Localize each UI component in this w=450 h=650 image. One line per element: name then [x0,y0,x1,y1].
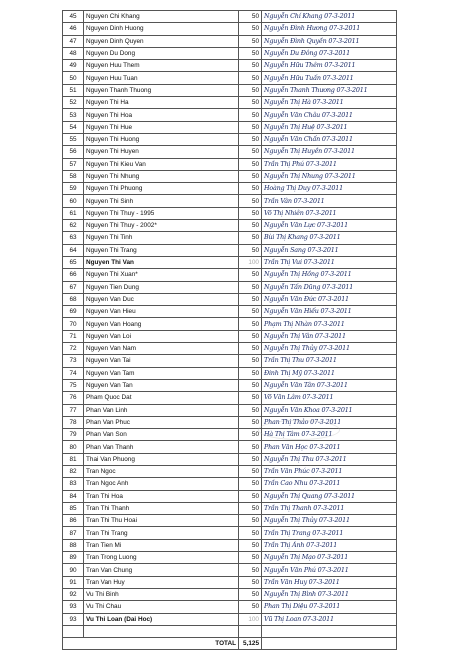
row-number: 53 [63,109,84,121]
amount-cell: 50 [239,47,262,59]
signature-cell: Trần Thị Vui 07-3-2011 [262,256,397,268]
total-value: 5,125 [239,638,262,650]
member-name: Tran Thi Trang [84,527,239,539]
signature-cell: Nguyễn Thị Huyền 07-3-2011 [262,146,397,158]
amount-cell: 50 [239,576,262,588]
member-name: Nguyen Thi Xuan* [84,269,239,281]
total-label: TOTAL [63,638,239,650]
table-row [63,47,397,59]
row-number: 54 [63,121,84,133]
amount-cell: 50 [239,109,262,121]
empty-cell [239,625,262,637]
member-name: Nguyen Thi Hue [84,121,239,133]
amount-cell: 50 [239,207,262,219]
amount-cell: 50 [239,552,262,564]
table-row [63,109,397,121]
amount-cell: 50 [239,72,262,84]
amount-cell: 50 [239,23,262,35]
row-number: 79 [63,429,84,441]
row-number: 86 [63,515,84,527]
table-row [63,355,397,367]
amount-cell: 50 [239,269,262,281]
table-row [63,146,397,158]
signature-cell: Nguyễn Thị Vân 07-3-2011 [262,330,397,342]
member-name: Nguyen Thi Thuy - 2002* [84,220,239,232]
member-name: Nguyen Thi Nhung [84,170,239,182]
amount-cell: 50 [239,244,262,256]
member-name: Nguyen Chi Khang [84,11,239,23]
row-number: 52 [63,97,84,109]
amount-cell: 50 [239,183,262,195]
amount-cell: 100 [239,613,262,625]
row-number: 78 [63,416,84,428]
signature-cell: Trần Vân 07-3-2011 [262,195,397,207]
row-number: 45 [63,11,84,23]
row-number: 87 [63,527,84,539]
row-number: 46 [63,23,84,35]
table-row [63,244,397,256]
row-number: 76 [63,392,84,404]
signature-cell: Nguyễn Văn Khoa 07-3-2011 [262,404,397,416]
signature-cell: Nguyễn Văn Châu 07-3-2011 [262,109,397,121]
table-row [63,207,397,219]
signature-cell: Nguyễn Thị Quang 07-3-2011 [262,490,397,502]
table-row [63,306,397,318]
signature-cell: Võ Thị Nhiên 07-3-2011 [262,207,397,219]
row-number: 81 [63,453,84,465]
table-body [63,11,397,650]
row-number: 68 [63,293,84,305]
table-row [63,293,397,305]
signature-cell: Nguyễn Thị Nhung 07-3-2011 [262,170,397,182]
amount-cell: 50 [239,35,262,47]
amount-cell: 50 [239,330,262,342]
signature-cell: Nguyễn Tấn Dũng 07-3-2011 [262,281,397,293]
table-row [63,515,397,527]
member-name: Tran Ngoc Anh [84,478,239,490]
row-number: 64 [63,244,84,256]
table-row [63,404,397,416]
table-row [63,613,397,625]
member-name: Nguyen Van Nam [84,343,239,355]
signature-cell: Phan Thị Diệu 07-3-2011 [262,601,397,613]
member-name: Nguyen Huu Them [84,60,239,72]
member-name: Nguyen Du Dong [84,47,239,59]
member-name: Vu Thi Binh [84,588,239,600]
signature-cell: Nguyễn Văn Lực 07-3-2011 [262,220,397,232]
signature-cell: Trần Thị Trang 07-3-2011 [262,527,397,539]
table-row [63,379,397,391]
member-name: Nguyen Thi Hoa [84,109,239,121]
donation-table [62,10,397,650]
member-name: Tran Ngoc [84,465,239,477]
table-row [63,84,397,96]
table-row [63,453,397,465]
signature-cell: Trần Thị Thanh 07-3-2011 [262,502,397,514]
signature-cell: Nguyễn Thị Huệ 07-3-2011 [262,121,397,133]
row-number: 67 [63,281,84,293]
member-name: Thai Van Phuong [84,453,239,465]
amount-cell: 50 [239,318,262,330]
amount-cell: 50 [239,84,262,96]
row-number: 71 [63,330,84,342]
member-name: Nguyen Tien Dung [84,281,239,293]
row-number: 92 [63,588,84,600]
amount-cell: 50 [239,195,262,207]
row-number: 69 [63,306,84,318]
row-number: 55 [63,133,84,145]
member-name: Nguyen Thi Sinh [84,195,239,207]
table-row [63,343,397,355]
row-number: 47 [63,35,84,47]
row-number: 80 [63,441,84,453]
signature-cell: Nguyễn Chí Khang 07-3-2011 [262,11,397,23]
signature-cell: Nguyễn Thanh Thương 07-3-2011 [262,84,397,96]
member-name: Tran Van Huy [84,576,239,588]
member-name: Tran Thi Thanh [84,502,239,514]
table-row [63,367,397,379]
signature-cell: Nguyễn Văn Phú 07-3-2011 [262,564,397,576]
amount-cell: 50 [239,158,262,170]
table-row [63,552,397,564]
member-name: Nguyen Van Tan [84,379,239,391]
table-row [63,11,397,23]
table-row [63,330,397,342]
signature-cell: Võ Văn Lâm 07-3-2011 [262,392,397,404]
row-number: 91 [63,576,84,588]
table-row [63,539,397,551]
row-number: 85 [63,502,84,514]
table-row [63,588,397,600]
table-row [63,576,397,588]
row-number: 89 [63,552,84,564]
member-name: Nguyen Thi Thuy - 1995 [84,207,239,219]
signature-cell: Nguyễn Thị Thủy 07-3-2011 [262,515,397,527]
member-name: Nguyen Thi Tinh [84,232,239,244]
row-number: 70 [63,318,84,330]
amount-cell: 50 [239,379,262,391]
amount-cell: 50 [239,11,262,23]
amount-cell: 50 [239,343,262,355]
row-number: 60 [63,195,84,207]
row-number: 82 [63,465,84,477]
signature-cell: Trần Thị Phú 07-3-2011 [262,158,397,170]
table-row [63,97,397,109]
table-row [63,601,397,613]
signature-cell: Trần Cao Nhu 07-3-2011 [262,478,397,490]
table-row [63,281,397,293]
row-number: 72 [63,343,84,355]
member-name: Nguyen Dinh Quyen [84,35,239,47]
signature-cell: Hà Thị Tâm 07-3-2011 [262,429,397,441]
amount-cell: 50 [239,416,262,428]
table-row [63,158,397,170]
signature-cell: Nguyễn Đình Quyền 07-3-2011 [262,35,397,47]
empty-cell [63,625,84,637]
amount-cell: 100 [239,256,262,268]
signature-cell: Nguyễn Sang 07-3-2011 [262,244,397,256]
table-row [63,183,397,195]
signature-cell: Trần Văn Phúc 07-3-2011 [262,465,397,477]
amount-cell: 50 [239,146,262,158]
signature-cell: Nguyễn Thị Mạo 07-3-2011 [262,552,397,564]
member-name: Vu Thi Chau [84,601,239,613]
member-name: Nguyen Van Loi [84,330,239,342]
signature-cell: Hoàng Thị Duy 07-3-2011 [262,183,397,195]
signature-cell: Nguyễn Hữu Thêm 07-3-2011 [262,60,397,72]
row-number: 62 [63,220,84,232]
table-row [63,35,397,47]
amount-cell: 50 [239,478,262,490]
amount-cell: 50 [239,355,262,367]
signature-cell: Nguyễn Thị Hà 07-3-2011 [262,97,397,109]
row-number: 59 [63,183,84,195]
row-number: 74 [63,367,84,379]
row-number: 50 [63,72,84,84]
empty-cell [84,625,239,637]
table-row [63,478,397,490]
member-name: Nguyen Thi Van [84,256,239,268]
amount-cell: 50 [239,121,262,133]
member-name: Nguyen Van Duc [84,293,239,305]
row-number: 88 [63,539,84,551]
table-row [63,392,397,404]
table-row [63,121,397,133]
row-number: 77 [63,404,84,416]
member-name: Phan Van Son [84,429,239,441]
signature-cell: Nguyễn Thị Thu 07-3-2011 [262,453,397,465]
row-number: 66 [63,269,84,281]
member-name: Nguyen Thi Huong [84,133,239,145]
row-number: 65 [63,256,84,268]
member-name: Tran Tien Mi [84,539,239,551]
amount-cell: 50 [239,60,262,72]
signature-cell: Phan Văn Học 07-3-2011 [262,441,397,453]
signature-cell: Nguyễn Văn Hiếu 07-3-2011 [262,306,397,318]
row-number: 90 [63,564,84,576]
member-name: Nguyen Thi Ha [84,97,239,109]
amount-cell: 50 [239,588,262,600]
signature-cell: Trần Thị Thu 07-3-2011 [262,355,397,367]
amount-cell: 50 [239,170,262,182]
signature-cell: Nguyễn Văn Tân 07-3-2011 [262,379,397,391]
table-row [63,527,397,539]
signature-cell: Bùi Thị Khang 07-3-2011 [262,232,397,244]
table-row [63,232,397,244]
member-name: Nguyen Van Hoang [84,318,239,330]
amount-cell: 50 [239,601,262,613]
row-number: 58 [63,170,84,182]
signature-cell: Nguyễn Đình Hương 07-3-2011 [262,23,397,35]
spacer-row [63,625,397,637]
row-number: 75 [63,379,84,391]
signature-cell: Phạm Thị Nhàn 07-3-2011 [262,318,397,330]
member-name: Nguyen Huu Tuan [84,72,239,84]
amount-cell: 50 [239,465,262,477]
empty-cell [262,638,397,650]
signature-cell: Trần Thị Ánh 07-3-2011 [262,539,397,551]
table-row [63,502,397,514]
table-row [63,564,397,576]
table-row [63,72,397,84]
table-row [63,220,397,232]
row-number: 49 [63,60,84,72]
amount-cell: 50 [239,392,262,404]
signature-cell: Đinh Thị Mỹ 07-3-2011 [262,367,397,379]
member-name: Pham Quoc Dat [84,392,239,404]
row-number: 93 [63,613,84,625]
total-row [63,638,397,650]
row-number: 93 [63,601,84,613]
amount-cell: 50 [239,281,262,293]
member-name: Nguyen Dinh Huong [84,23,239,35]
member-name: Nguyen Van Tam [84,367,239,379]
signature-cell: Nguyễn Thị Thủy 07-3-2011 [262,343,397,355]
member-name: Tran Trong Luong [84,552,239,564]
row-number: 56 [63,146,84,158]
signature-cell: Phan Thị Thảo 07-3-2011 [262,416,397,428]
row-number: 63 [63,232,84,244]
table-row [63,256,397,268]
row-number: 73 [63,355,84,367]
amount-cell: 50 [239,293,262,305]
member-name: Phan Van Phuc [84,416,239,428]
table-row [63,170,397,182]
table-row [63,416,397,428]
signature-cell: Nguyễn Thị Hồng 07-3-2011 [262,269,397,281]
row-number: 61 [63,207,84,219]
table-row [63,441,397,453]
faint-stamp-mark [258,420,340,440]
amount-cell: 50 [239,133,262,145]
amount-cell: 50 [239,515,262,527]
table-row [63,465,397,477]
table-row [63,490,397,502]
member-name: Nguyen Thi Huyen [84,146,239,158]
amount-cell: 50 [239,490,262,502]
amount-cell: 50 [239,404,262,416]
amount-cell: 50 [239,453,262,465]
member-name: Nguyen Van Hieu [84,306,239,318]
row-number: 57 [63,158,84,170]
table-row [63,60,397,72]
amount-cell: 50 [239,220,262,232]
member-name: Tran Van Chung [84,564,239,576]
amount-cell: 50 [239,539,262,551]
signature-cell: Nguyễn Hữu Tuấn 07-3-2011 [262,72,397,84]
member-name: Nguyen Thi Phuong [84,183,239,195]
amount-cell: 50 [239,306,262,318]
amount-cell: 50 [239,441,262,453]
row-number: 51 [63,84,84,96]
table-row [63,318,397,330]
amount-cell: 50 [239,502,262,514]
member-name: Tran Thi Hoa [84,490,239,502]
table-row [63,133,397,145]
table-row [63,23,397,35]
amount-cell: 50 [239,232,262,244]
amount-cell: 50 [239,429,262,441]
row-number: 48 [63,47,84,59]
member-name: Tran Thi Thu Hoai [84,515,239,527]
member-name: Nguyen Thi Trang [84,244,239,256]
signature-cell: Vũ Thị Loan 07-3-2011 [262,613,397,625]
signature-cell: Nguyễn Văn Chấn 07-3-2011 [262,133,397,145]
signature-cell: Nguyễn Thị Bình 07-3-2011 [262,588,397,600]
amount-cell: 50 [239,97,262,109]
amount-cell: 50 [239,564,262,576]
row-number: 83 [63,478,84,490]
member-name: Nguyen Thi Kieu Van [84,158,239,170]
member-name: Phan Van Linh [84,404,239,416]
member-name: Nguyen Van Tai [84,355,239,367]
row-number: 84 [63,490,84,502]
member-name: Nguyen Thanh Thuong [84,84,239,96]
amount-cell: 50 [239,527,262,539]
signature-cell: Nguyễn Du Đông 07-3-2011 [262,47,397,59]
table-row [63,195,397,207]
amount-cell: 50 [239,367,262,379]
member-name: Phan Van Thanh [84,441,239,453]
empty-cell [262,625,397,637]
signature-cell: Nguyễn Văn Đức 07-3-2011 [262,293,397,305]
table-row [63,429,397,441]
signature-cell: Trần Văn Huy 07-3-2011 [262,576,397,588]
member-name: Vu Thi Loan (Dai Hoc) [84,613,239,625]
table-row [63,269,397,281]
